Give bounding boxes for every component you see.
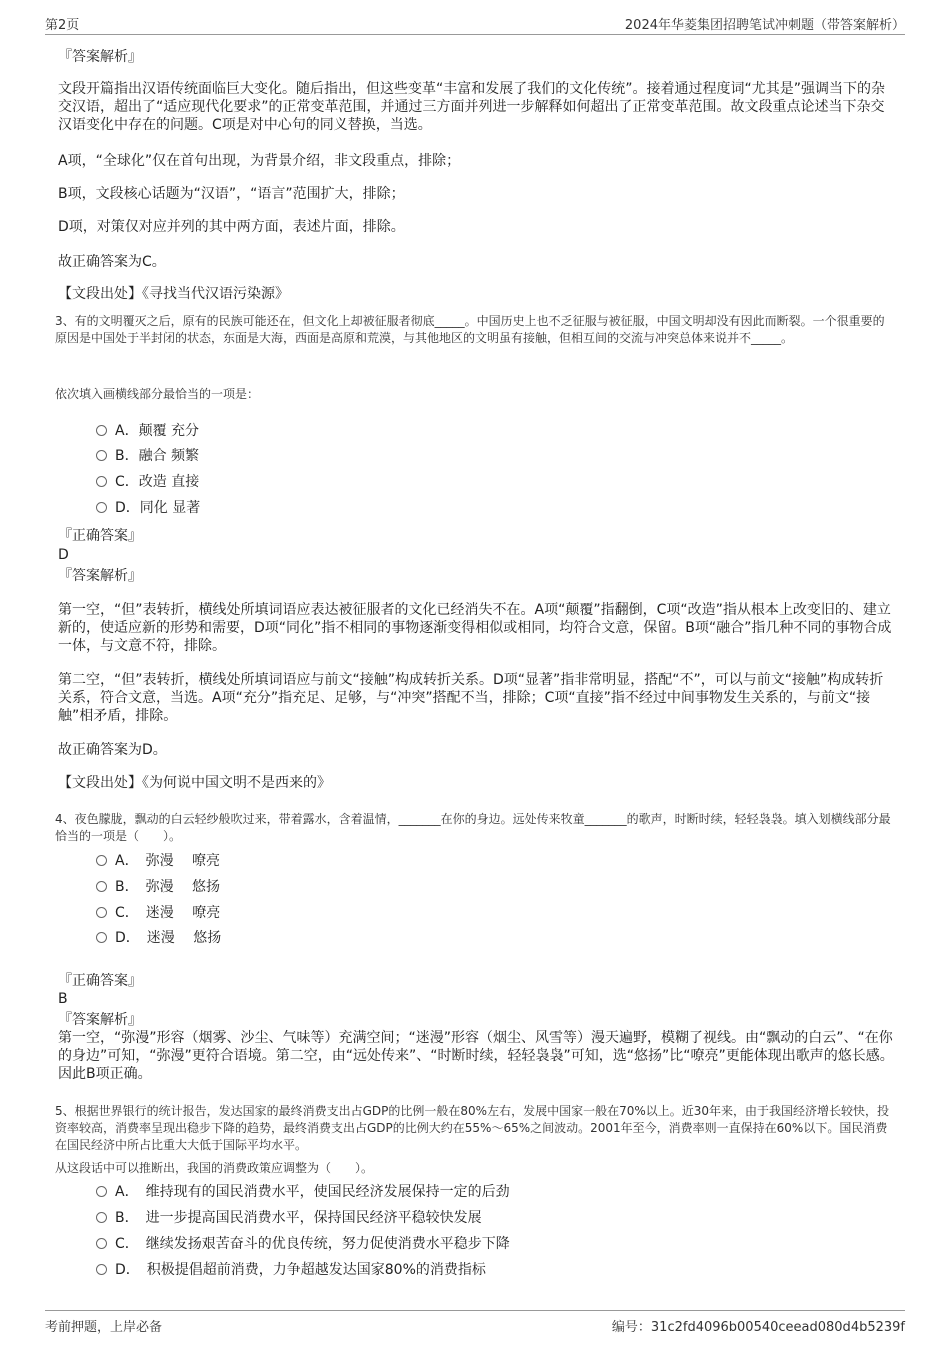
question-instruction: 从这段话中可以推断出，我国的消费政策应调整为（ ）。 (55, 1161, 374, 1175)
option-c[interactable]: C．改造 直接 (96, 473, 199, 491)
radio-icon[interactable] (96, 450, 107, 461)
question-stem: 4、夜色朦胧，飘动的白云轻纱般吹过来，带着露水，含着温情，_______在你的身边。远处传来牧童_______的歌声，时断时续，轻轻袅袅。填入划横线部分最恰当的一项是（ ）。 (55, 812, 891, 843)
answer-conclusion: 故正确答案为D。 (58, 742, 167, 758)
page-header (45, 14, 905, 35)
analysis-label: 『答案解析』 (58, 1012, 142, 1028)
analysis-paragraph: 第二空，“但”表转折，横线处所填词语应与前文“接触”构成转折关系。D项“显著”指非常明显，搭配“不”，可以与前文“接触”构成转折关系，符合文意，当选。A项“充分”指充足、足够，与“冲突”搭配不当，排除；C项“直接”指不经过中间事物发生关系的，与前文“接触”相矛盾，排除。 (58, 672, 884, 724)
answer-value: B (58, 991, 68, 1007)
radio-icon[interactable] (96, 1264, 107, 1275)
radio-icon[interactable] (96, 932, 107, 943)
analysis-label: 『答案解析』 (58, 49, 142, 65)
analysis-paragraph: 文段开篇指出汉语传统面临巨大变化。随后指出，但这些变革“丰富和发展了我们的文化传统”。接着通过程度词“尤其是”强调当下的杂交汉语，超出了“适应现代化要求”的正常变革范围，并通过三方面并列进一步解释如何超出了正常变革范围。故文段重点论述当下杂交汉语变化中存在的问题。C项是对中心句的同义替换，当选。 (58, 81, 886, 133)
question-instruction: 依次填入画横线部分最恰当的一项是： (55, 387, 260, 401)
question-stem: 5、根据世界银行的统计报告，发达国家的最终消费支出占GDP的比例一般在80%左右，发展中国家一般在70%以上。近30年来，由于我国经济增长较快，投资率较高，消费率呈现出稳步下降的趋势，最终消费支出占GDP的比例大约在55%～65%之间波动。2001年至今，消费率则一直保持在60%以下。国民消费在国民经济中所占比重大大低于国际平均水平。 (55, 1104, 890, 1152)
answer-label: 『正确答案』 (58, 973, 142, 989)
radio-icon[interactable] (96, 881, 107, 892)
option-c[interactable]: C． 迷漫 嘹亮 (96, 904, 220, 922)
analysis-paragraph: 第一空，“弥漫”形容（烟雾、沙尘、气味等）充满空间；“迷漫”形容（烟尘、风雪等）漫天遍野，模糊了视线。由“飘动的白云”、“在你的身边”可知，“弥漫”更符合语境。第二空，由“远处传来”、“时断时续，轻轻袅袅”可知，选“悠扬”比“嘹亮”更能体现出歌声的悠长感。因此B项正确。 (58, 1030, 894, 1082)
page-footer (45, 1310, 905, 1337)
radio-icon[interactable] (96, 1238, 107, 1249)
option-d[interactable]: D． 积极提倡超前消费，力争超越发达国家80%的消费指标 (96, 1261, 486, 1279)
option-a[interactable]: A． 弥漫 嘹亮 (96, 852, 220, 870)
option-d[interactable]: D．同化 显著 (96, 499, 200, 517)
document-title: 2024年华菱集团招聘笔试冲刺题（带答案解析） (624, 18, 905, 33)
document-id: 编号：31c2fd4096b00540ceead080d4b5239f (611, 1320, 905, 1335)
source-citation: 【文段出处】《为何说中国文明不是西来的》 (58, 775, 331, 791)
option-b[interactable]: B． 进一步提高国民消费水平，保持国民经济平稳较快发展 (96, 1209, 482, 1227)
analysis-paragraph: 第一空，“但”表转折，横线处所填词语应表达被征服者的文化已经消失不在。A项“颠覆”指翻倒，C项“改造”指从根本上改变旧的、建立新的，使适应新的形势和需要，D项“同化”指不相同的事物逐渐变得相似或相同，均符合文意，保留。B项“融合”指几种不同的事物合成一体，与文意不符，排除。 (58, 602, 892, 654)
answer-conclusion: 故正确答案为C。 (58, 254, 166, 270)
option-b[interactable]: B．融合 频繁 (96, 447, 199, 465)
radio-icon[interactable] (96, 907, 107, 918)
radio-icon[interactable] (96, 502, 107, 513)
option-c[interactable]: C． 继续发扬艰苦奋斗的优良传统，努力促使消费水平稳步下降 (96, 1235, 510, 1253)
analysis-paragraph: B项，文段核心话题为“汉语”，“语言”范围扩大，排除； (58, 186, 405, 202)
question-stem: 3、有的文明覆灭之后，原有的民族可能还在，但文化上却被征服者彻底_____。中国历史上也不乏征服与被征服，中国文明却没有因此而断裂。一个很重要的原因是中国处于半封闭的状态，东面是大海，西面是高原和荒漠，与其他地区的文明虽有接触，但相互间的交流与冲突总体来说并不_____。 (55, 314, 885, 345)
footer-slogan: 考前押题，上岸必备 (45, 1320, 163, 1335)
option-b[interactable]: B． 弥漫 悠扬 (96, 878, 220, 896)
option-a[interactable]: A．颠覆 充分 (96, 422, 199, 440)
analysis-paragraph: A项，“全球化”仅在首句出现，为背景介绍，非文段重点，排除； (58, 153, 461, 169)
answer-value: D (58, 547, 69, 563)
answer-label: 『正确答案』 (58, 528, 142, 544)
analysis-label: 『答案解析』 (58, 568, 142, 584)
radio-icon[interactable] (96, 1212, 107, 1223)
source-citation: 【文段出处】《寻找当代汉语污染源》 (58, 286, 289, 302)
radio-icon[interactable] (96, 855, 107, 866)
page-number: 第2页 (45, 18, 80, 33)
option-a[interactable]: A． 维持现有的国民消费水平，使国民经济发展保持一定的后劲 (96, 1183, 510, 1201)
radio-icon[interactable] (96, 476, 107, 487)
radio-icon[interactable] (96, 425, 107, 436)
radio-icon[interactable] (96, 1186, 107, 1197)
option-d[interactable]: D． 迷漫 悠扬 (96, 929, 221, 947)
analysis-paragraph: D项，对策仅对应并列的其中两方面，表述片面，排除。 (58, 219, 405, 235)
